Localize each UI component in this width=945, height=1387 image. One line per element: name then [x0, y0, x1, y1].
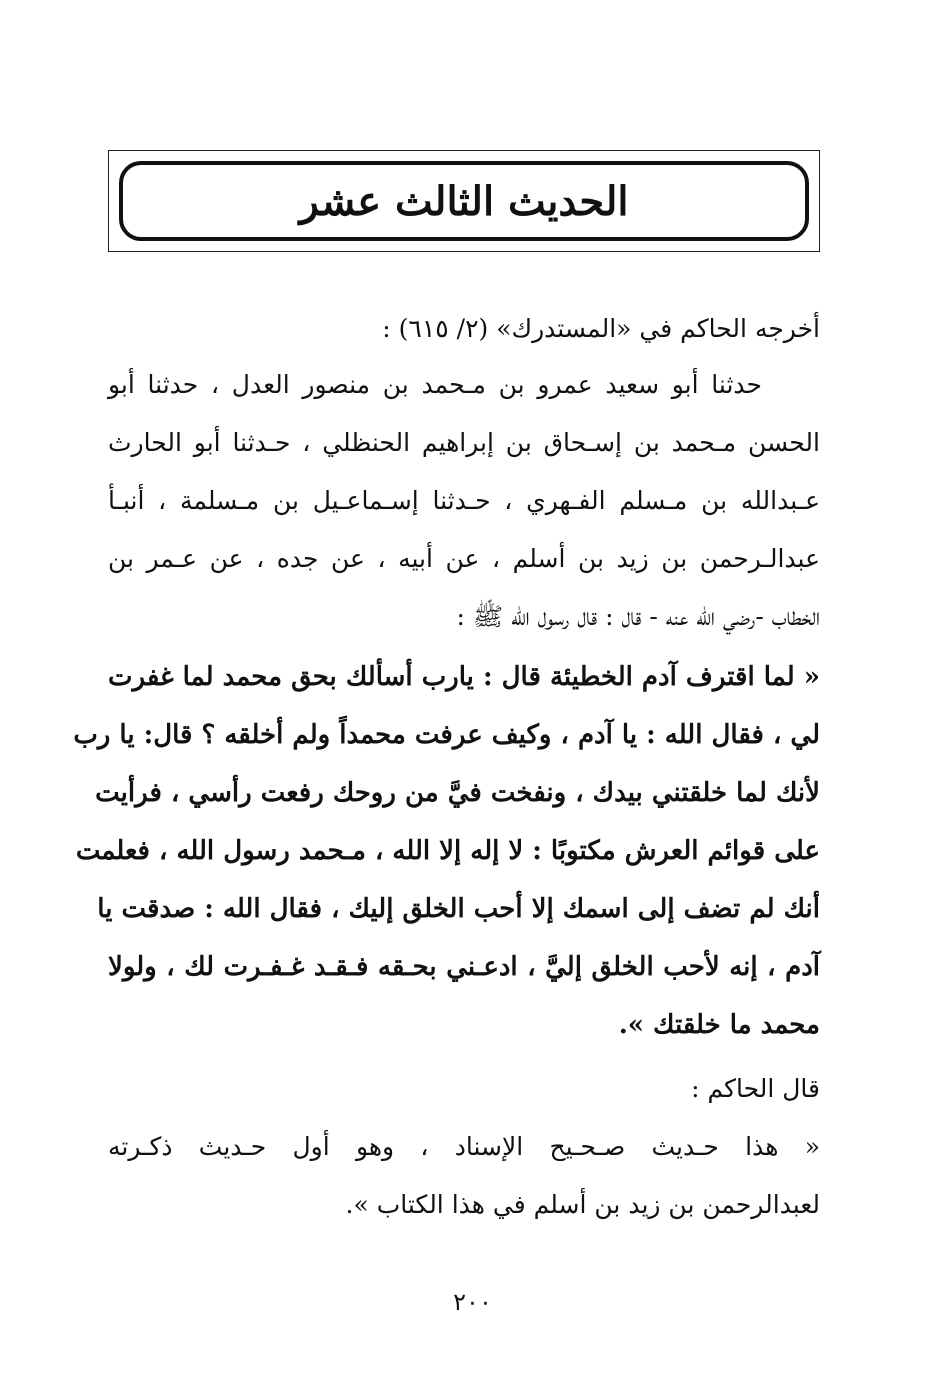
hakim-quote: [108, 1118, 820, 1234]
hadith-line: لي ، فقال الله : يا آدم ، وكيف عرفت محمداً ولم أخلقه ؟ قال: يا رب: [73, 720, 820, 750]
title-inner-border: [119, 161, 809, 241]
isnad-line: عبدالـرحمن بن زيد بن أسلم ، عن أبيه ، عن جده ، عن عـمر بن: [108, 544, 820, 573]
hadith-line: لأنك لما خلقتني بيدك ، ونفخت فيَّ من روحك رفعت رأسي ، فرأيت: [95, 778, 820, 808]
isnad-line: الحسن مـحمد بن إسـحاق بن إبراهيم الحنظلي ، حـدثنا أبو الحارث: [108, 428, 820, 457]
hadith-line: « لما اقترف آدم الخطيئة قال : يارب أسألك بحق محمد لما غفرت: [108, 662, 820, 692]
title-frame: [108, 150, 820, 252]
isnad-line: الخطاب -رضي الله عنه - قال : قال رسول الله ﷺ :: [456, 602, 820, 631]
isnad-line: حدثنا أبو سعيد عمرو بن مـحمد بن منصور العدل ، حدثنا أبو: [108, 370, 762, 399]
hakim-quote-line: لعبدالرحمن بن زيد بن أسلم في هذا الكتاب ».: [345, 1190, 820, 1219]
hadith-line: على قوائم العرش مكتوبًا : لا إله إلا الله ، مـحمد رسول الله ، فعلمت: [75, 836, 820, 866]
page-number: ٢٠٠: [453, 1288, 492, 1316]
isnad-chain: [108, 356, 820, 646]
hakim-quote-line: « هذا حـديث صـحـيح الإسناد ، وهو أول حـديث ذكـرته: [108, 1132, 820, 1161]
chapter-title: الحديث الثالث عشر: [299, 177, 629, 225]
isnad-line: عـبدالله بن مـسلم الفـهري ، حـدثنا إسـماعـيل بن مـسلمة ، أنبـأ: [108, 486, 820, 515]
hadith-line: محمد ما خلقتك ».: [618, 1010, 820, 1040]
source-line: أخرجه الحاكم في «المستدرك» (٢/ ٦١٥) :: [382, 314, 820, 343]
hadith-text: [73, 648, 820, 1054]
hadith-line: أنك لم تضف إلى اسمك إلا أحب الخلق إليك ، فقال الله : صدقت يا: [97, 894, 820, 924]
hakim-label: قال الحاكم :: [691, 1074, 820, 1103]
hadith-line: آدم ، إنه لأحب الخلق إليَّ ، ادعـني بحـقه فـقـد غـفـرت لك ، ولولا: [108, 952, 820, 982]
